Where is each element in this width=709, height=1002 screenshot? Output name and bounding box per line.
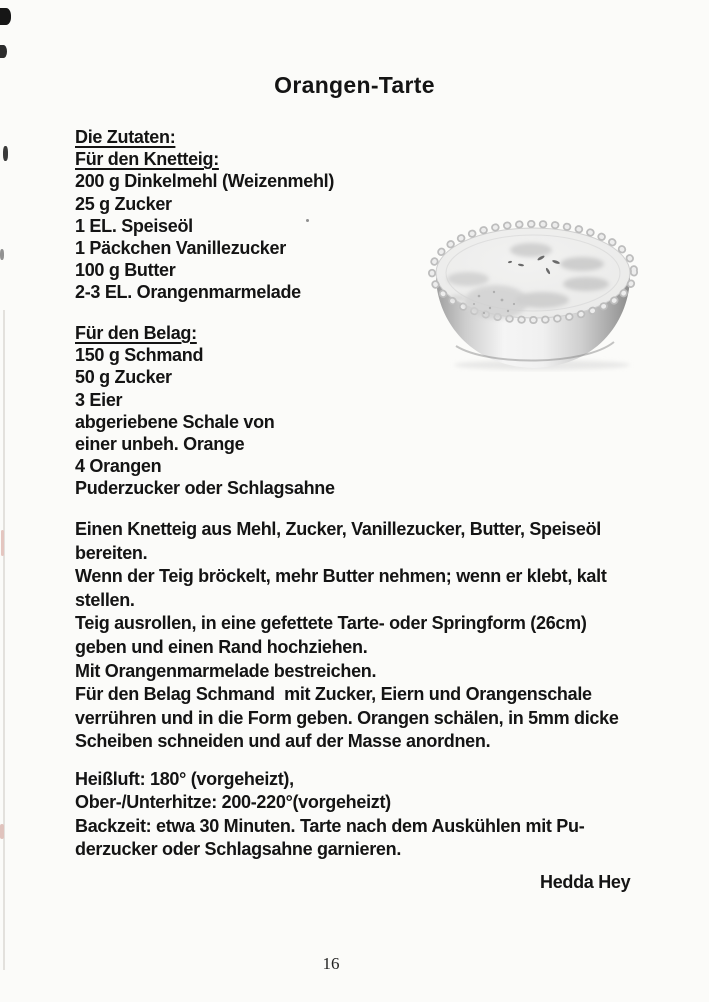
scan-ink-speck — [0, 249, 4, 260]
scan-ink-speck — [0, 45, 7, 58]
baking-line: Ober-/Unterhitze: 200-220°(vorgeheizt) — [75, 792, 391, 813]
ingredient-item: 1 Päckchen Vanillezucker — [75, 238, 286, 259]
ingredient-item: 150 g Schmand — [75, 345, 204, 366]
instructions-section — [75, 518, 619, 754]
page-number: 16 — [322, 954, 340, 973]
instruction-line: bereiten. — [75, 542, 148, 563]
ingredient-item: 25 g Zucker — [75, 193, 172, 214]
dough-heading: Für den Knetteig: — [75, 149, 219, 170]
scan-edge-line — [3, 310, 5, 970]
instruction-line: Teig ausrollen, in eine gefettete Tarte- oder Springform (26cm) — [75, 613, 587, 634]
baking-line: derzucker oder Schlagsahne garnieren. — [75, 839, 402, 860]
baking-section — [75, 768, 584, 862]
orange-tart-photo — [424, 216, 656, 372]
ingredients-dough-section — [75, 126, 334, 304]
ingredient-item: 4 Orangen — [75, 456, 162, 477]
instruction-line: Einen Knetteig aus Mehl, Zucker, Vanillezucker, Butter, Speiseöl — [75, 519, 601, 539]
baking-line: Heißluft: 180° (vorgeheizt), — [75, 769, 294, 789]
scan-edge-mark — [1, 530, 4, 556]
ingredients-topping-section — [75, 322, 335, 500]
instruction-line: Mit Orangenmarmelade bestreichen. — [75, 660, 377, 681]
instruction-line: verrühren und in die Form geben. Orangen schälen, in 5mm dicke — [75, 707, 619, 728]
instruction-line: Für den Belag Schmand mit Zucker, Eiern und Orangenschale — [75, 684, 592, 705]
author-signature: Hedda Hey — [540, 872, 631, 892]
crumble-texture — [464, 285, 528, 319]
ingredient-item: 1 EL. Speiseöl — [75, 215, 193, 236]
ingredient-item: 2-3 EL. Orangenmarmelade — [75, 282, 301, 303]
ingredients-heading: Die Zutaten: — [75, 127, 176, 147]
instruction-line: Wenn der Teig bröckelt, mehr Butter nehmen; wenn er klebt, kalt — [75, 566, 607, 587]
scan-ink-speck — [0, 8, 11, 25]
topping-heading: Für den Belag: — [75, 323, 197, 343]
scan-ink-speck — [3, 146, 8, 161]
ingredient-item: abgeriebene Schale von — [75, 411, 275, 432]
ingredient-item: Puderzucker oder Schlagsahne — [75, 478, 335, 499]
instruction-line: geben und einen Rand hochziehen. — [75, 636, 368, 657]
ingredient-item: 50 g Zucker — [75, 367, 172, 388]
scan-edge-mark — [0, 824, 4, 839]
ingredient-item: einer unbeh. Orange — [75, 434, 245, 455]
ingredient-item: 100 g Butter — [75, 260, 176, 281]
instruction-line: Scheiben schneiden und auf der Masse anordnen. — [75, 731, 491, 752]
ingredient-item: 3 Eier — [75, 389, 123, 410]
ingredient-item: 200 g Dinkelmehl (Weizenmehl) — [75, 171, 335, 192]
instruction-line: stellen. — [75, 589, 135, 610]
page-title: Orangen-Tarte — [274, 72, 435, 98]
baking-line: Backzeit: etwa 30 Minuten. Tarte nach dem Auskühlen mit Pu- — [75, 815, 585, 836]
